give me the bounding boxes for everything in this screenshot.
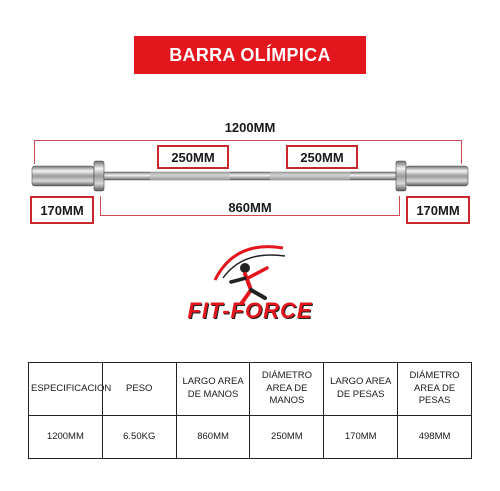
table-cell: 250MM: [250, 416, 324, 459]
specification-table: [28, 362, 472, 459]
table-row: [29, 416, 472, 459]
table-header-cell: DIÁMETRO AREA DE PESAS: [398, 363, 472, 416]
brand-logo-text: FIT-FORCE: [187, 298, 313, 323]
table-header-cell: PESO: [102, 363, 176, 416]
page-title: BARRA OLÍMPICA: [169, 44, 331, 65]
table-cell: 6.50KG: [102, 416, 176, 459]
total-length-label: 1200MM: [224, 120, 276, 135]
table-header-cell: LARGO AREA DE PESAS: [324, 363, 398, 416]
table-cell: 498MM: [398, 416, 472, 459]
grip-right-length-label: 250MM: [286, 145, 358, 169]
sleeve-right-length-label: 170MM: [406, 196, 470, 224]
barbell-image: [30, 158, 470, 194]
table-header-cell: DIÁMETRO AREA DE MANOS: [250, 363, 324, 416]
title-banner: [134, 36, 366, 74]
table-header-row: [29, 363, 472, 416]
table-header-cell: ESPECIFICACION: [29, 363, 103, 416]
center-length-label: 860MM: [228, 200, 272, 215]
table-cell: 860MM: [176, 416, 250, 459]
table-header-cell: LARGO AREA DE MANOS: [176, 363, 250, 416]
table-cell: 1200MM: [29, 416, 103, 459]
sleeve-left-length-label: 170MM: [30, 196, 94, 224]
table-cell: 170MM: [324, 416, 398, 459]
grip-left-length-label: 250MM: [157, 145, 229, 169]
